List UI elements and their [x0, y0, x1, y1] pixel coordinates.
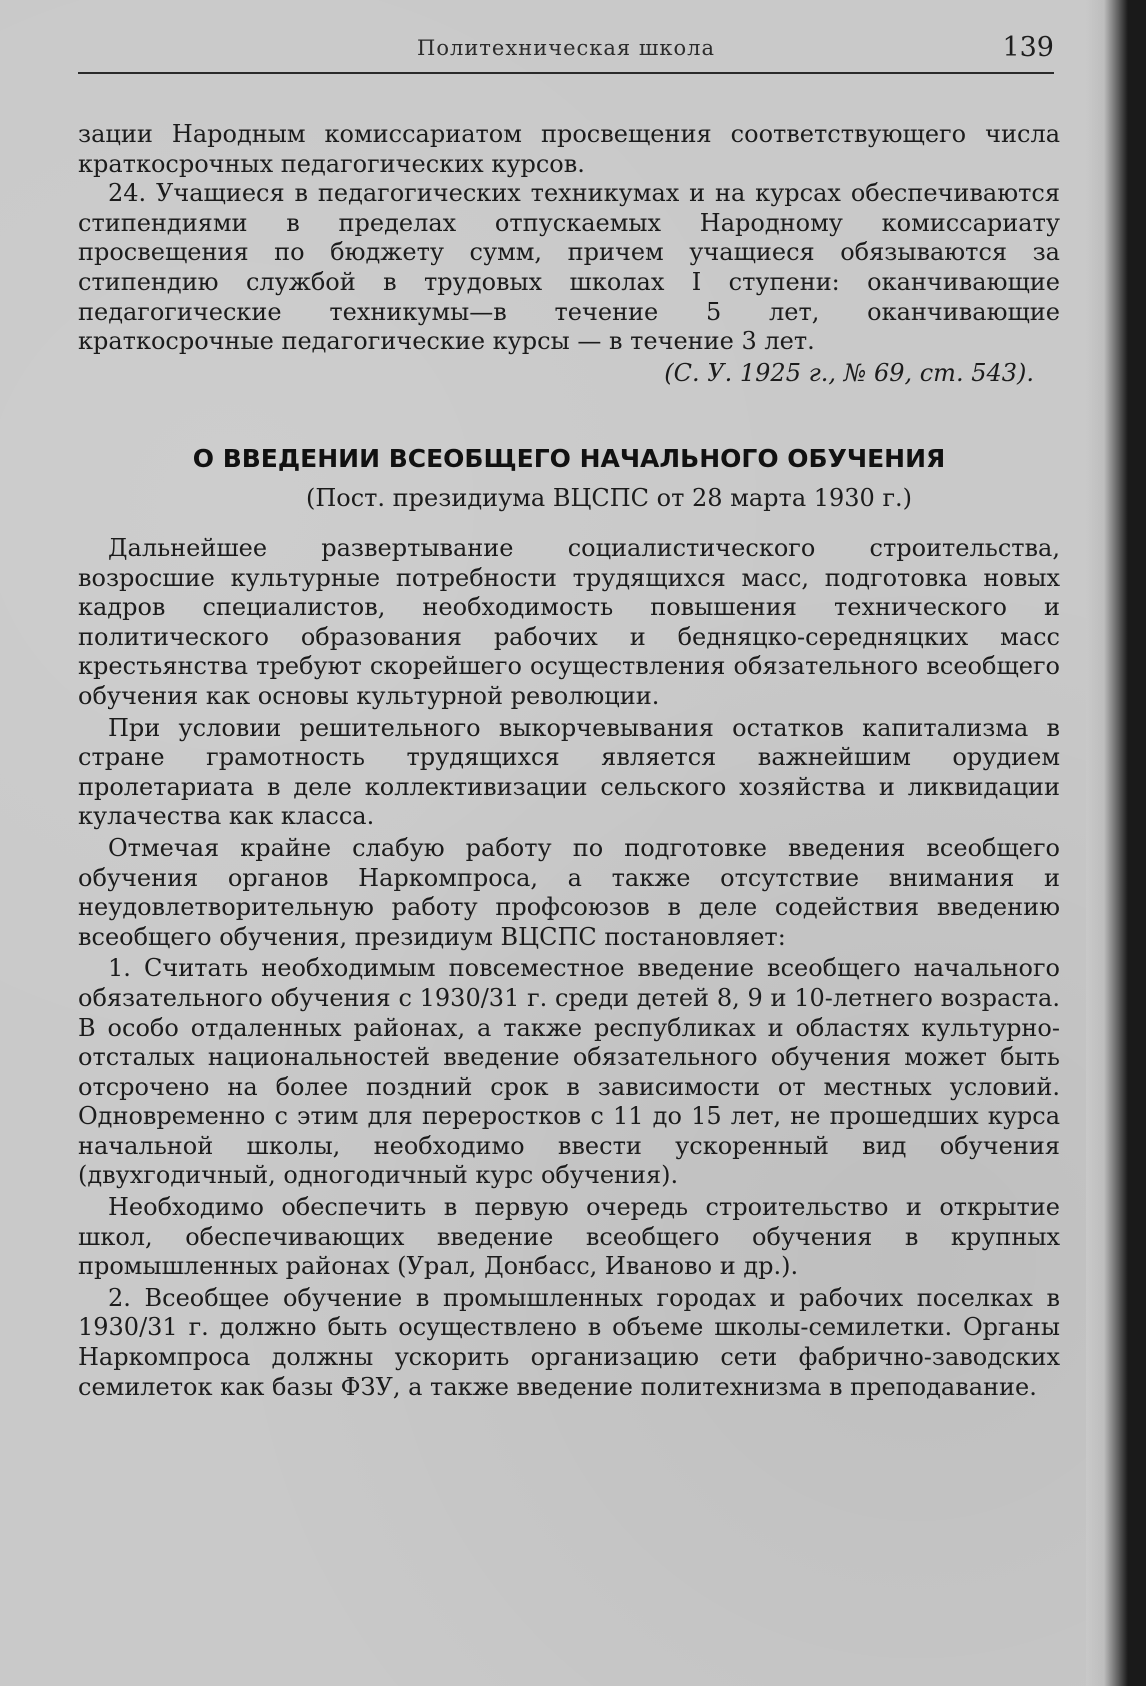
previous-section-text — [78, 120, 1060, 388]
article-title: О ВВЕДЕНИИ ВСЕОБЩЕГО НАЧАЛЬНОГО ОБУЧЕНИЯ — [192, 444, 946, 473]
article-paragraph-1: Дальнейшее развертывание социалистического строительства, возросшие культурные потребности трудящихся масс, подготовка новых кадров специалистов, необходимость повышения технического и политического образования рабочих и бедняцко-середняцких масс крестьянства требуют скорейшего осуществления обязательного всеобщего обучения как основы культурной революции. — [78, 534, 1060, 710]
page-edge-shadow — [1086, 0, 1146, 1686]
citation: (С. У. 1925 г., № 69, ст. 543). — [664, 358, 1034, 387]
item-24-paragraph: 24. Учащиеся в педагогических техникумах и на курсах обеспечиваются стипендиями в пределах отпускаемых Народному комиссариату просвещения по бюджету сумм, причем учащиеся обязываются за стипендию службой в трудовых школах I ступени: оканчивающие педагогические техникумы—в течение 5 лет, оканчивающие краткосрочные педагогические курсы — в течение 3 лет. — [78, 179, 1061, 356]
article-paragraph-5: Необходимо обеспечить в первую очередь строительство и открытие школ, обеспечивающих введение всеобщего обучения в крупных промышленных районах (Урал, Донбасс, Иваново и др.). — [78, 1193, 1060, 1281]
article-paragraph-4: 1. Считать необходимым повсеместное введение всеобщего начального обязательного обучения с 1930/31 г. среди детей 8, 9 и 10-летнего возраста. В особо отдаленных районах, а также республиках и областях культурно-отсталых национальностей введение обязательного обучения может быть отсрочено на более поздний срок в зависимости от местных условий. Одновременно с этим для переростков с 11 до 15 лет, не прошедших курса начальной школы, необходимо ввести ускоренный вид обучения (двухгодичный, одногодичный курс обучения). — [78, 954, 1060, 1190]
article-paragraph-3: Отмечая крайне слабую работу по подготовке введения всеобщего обучения органов Наркомпроса, а также отсутствие внимания и неудовлетворительную работу профсоюзов в деле содействия введению всеобщего обучения, президиум ВЦСПС постановляет: — [78, 833, 1060, 951]
article-paragraph-6: 2. Всеобщее обучение в промышленных городах и рабочих поселках в 1930/31 г. должно быть осуществлено в объеме школы-семилетки. Органы Наркомпроса должны ускорить организацию сети фабрично-заводских семилеток как базы ФЗУ, а также введение политехнизма в преподавание. — [78, 1283, 1060, 1401]
page-header — [78, 30, 1054, 74]
continuation-paragraph: зации Народным комиссариатом просвещения соответствующего числа краткосрочных педагогических курсов. — [78, 120, 1060, 178]
article-subtitle: (Пост. президиума ВЦСПС от 28 марта 1930 г.) — [305, 484, 913, 512]
article-paragraph-2: При условии решительного выкорчевывания остатков капитализма в стране грамотность трудящихся является важнейшим орудием пролетариата в деле коллективизации сельского хозяйства и ликвидации кулачества как класса. — [78, 713, 1060, 831]
article-body — [78, 534, 1060, 1404]
running-title: Политехническая школа — [417, 36, 715, 60]
page-number: 139 — [1002, 32, 1054, 63]
